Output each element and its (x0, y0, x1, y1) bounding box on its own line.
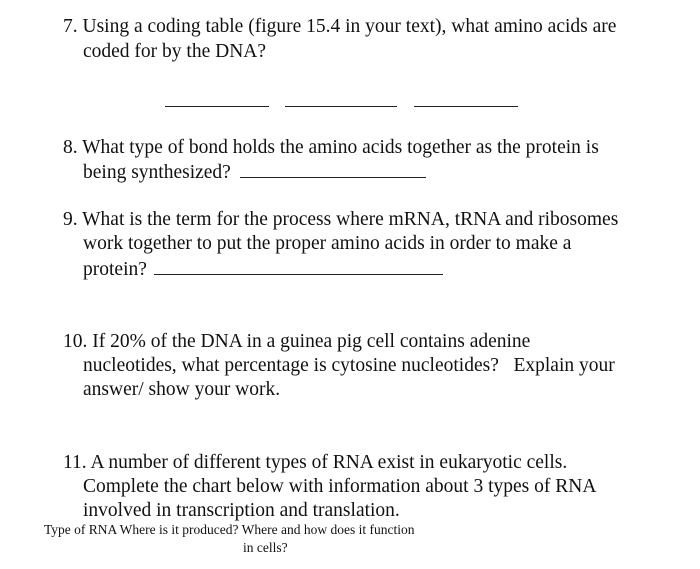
question-8-answer-blank[interactable] (240, 161, 426, 178)
question-8-line-2 (83, 161, 426, 184)
question-7-number: 7. (63, 16, 78, 37)
question-9-line-2 (83, 233, 571, 255)
question-10-text-line-1: If 20% of the DNA in a guinea pig cell contains adenine (92, 331, 531, 352)
question-7-line-2 (83, 41, 266, 63)
question-11-text-line-2: Complete the chart below with information about 3 types of RNA (83, 476, 597, 497)
question-9-line-3 (83, 258, 443, 281)
question-9-answer-blank[interactable] (154, 258, 443, 275)
question-10-text-line-2: nucleotides, what percentage is cytosine nucleotides? Explain your (83, 355, 615, 376)
question-8-number: 8. (63, 137, 78, 158)
question-10-line-1 (63, 331, 530, 353)
question-11-line-3 (83, 500, 400, 522)
question-7-answer-blank-2[interactable] (285, 106, 397, 107)
question-9-line-1 (63, 209, 618, 231)
question-11-text-line-1: A number of different types of RNA exist in eukaryotic cells. (90, 452, 568, 473)
question-9-text-line-3: protein? (83, 259, 147, 280)
question-10-text-line-3: answer/ show your work. (83, 379, 281, 400)
question-11-text-line-3: involved in transcription and translation. (83, 500, 400, 521)
question-7-text-line-2: coded for by the DNA? (83, 41, 267, 62)
question-8-text-line-1: What type of bond holds the amino acids together as the protein is (82, 137, 599, 158)
question-11-line-2 (83, 476, 596, 498)
question-7-answer-blank-1[interactable] (165, 106, 269, 107)
question-9-number: 9. (63, 209, 78, 230)
chart-header-line-1: Type of RNA Where is it produced? Where and how does it function (44, 522, 415, 537)
question-7-answer-blank-3[interactable] (414, 106, 518, 107)
question-9-text-line-1: What is the term for the process where mRNA, tRNA and ribosomes (82, 209, 619, 230)
question-11-number: 11. (63, 452, 87, 473)
question-8-line-1 (63, 137, 599, 159)
question-7-line-1 (63, 16, 616, 38)
chart-header-line-2: in cells? (243, 540, 288, 555)
question-8-text-line-2: being synthesized? (83, 162, 231, 183)
question-10-number: 10. (63, 331, 88, 352)
question-10-line-3 (83, 379, 280, 401)
question-11-line-1 (63, 452, 567, 474)
question-7-text-line-1: Using a coding table (figure 15.4 in your text), what amino acids are (82, 16, 617, 37)
question-10-line-2 (83, 355, 615, 377)
question-9-text-line-2: work together to put the proper amino acids in order to make a (83, 233, 572, 254)
